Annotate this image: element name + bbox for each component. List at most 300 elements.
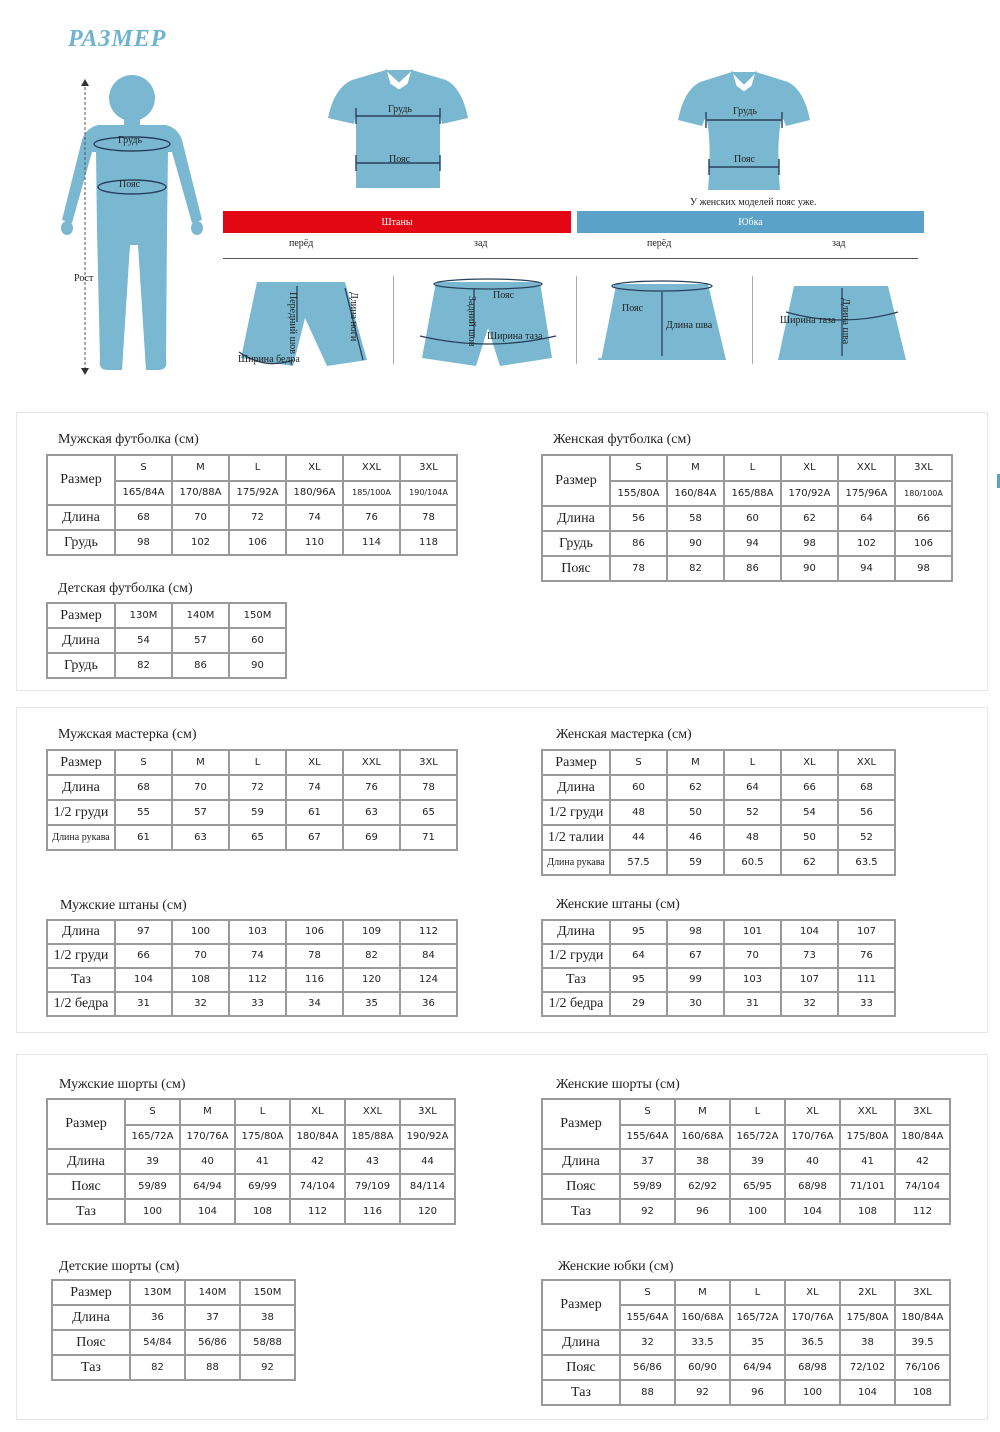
value-cell: 72 [229,505,286,530]
value-cell: 86 [172,653,229,678]
size-cell: 150M [229,603,286,628]
value-cell: 58 [667,506,724,531]
value-cell: 106 [229,530,286,555]
value-cell: 48 [610,800,667,825]
value-cell: 67 [286,825,343,850]
value-cell: 30 [667,992,724,1016]
value-cell: 33 [838,992,895,1016]
value-cell: 36 [130,1305,185,1330]
size-cell: S [620,1099,675,1125]
value-cell: 64 [610,944,667,968]
size-cell: XXL [838,750,895,775]
row-label: Таз [47,1199,125,1224]
value-cell: 33 [229,992,286,1016]
row-label: 1/2 груди [47,944,115,968]
value-cell: 68 [115,505,172,530]
size-cell: 3XL [400,750,457,775]
women-waist-note: У женских моделей пояс уже. [690,197,817,208]
value-cell: 39.5 [895,1330,950,1355]
row-label: Длина [47,775,115,800]
size-cell: 3XL [895,455,952,481]
code-cell: 170/76A [180,1125,235,1149]
value-cell: 92 [240,1355,295,1380]
size-cell: XXL [840,1099,895,1125]
womens-pants-table [541,919,896,1017]
value-cell: 104 [785,1199,840,1224]
womens-pants-title: Женские штаны (см) [556,897,680,912]
value-cell: 41 [840,1149,895,1174]
value-cell: 98 [895,556,952,581]
size-cell: XXL [838,455,895,481]
size-header: Размер [47,750,115,775]
value-cell: 65 [400,800,457,825]
value-cell: 82 [667,556,724,581]
value-cell: 68/98 [785,1355,840,1380]
value-cell: 33.5 [675,1330,730,1355]
size-cell: L [730,1280,785,1305]
value-cell: 70 [172,775,229,800]
value-cell: 43 [345,1149,400,1174]
code-cell: 155/64A [620,1305,675,1330]
value-cell: 96 [675,1199,730,1224]
pants-back-figure [418,278,558,370]
figures-divider [223,258,918,259]
kids-shorts-table [51,1279,296,1381]
value-cell: 73 [781,944,838,968]
value-cell: 63.5 [838,850,895,875]
value-cell: 104 [180,1199,235,1224]
code-cell: 190/92A [400,1125,455,1149]
code-cell: 170/92A [781,481,838,506]
size-cell: M [675,1280,730,1305]
size-cell: 3XL [895,1099,950,1125]
row-label: 1/2 груди [47,800,115,825]
value-cell: 60 [229,628,286,653]
size-header: Размер [542,750,610,775]
mens-shirt-waist-label: Пояс [389,154,411,165]
body-waist-label: Пояс [119,179,141,190]
value-cell: 108 [172,968,229,992]
value-cell: 62 [667,775,724,800]
value-cell: 50 [781,825,838,850]
value-cell: 56/86 [185,1330,240,1355]
value-cell: 68/98 [785,1174,840,1199]
value-cell: 95 [610,968,667,992]
size-cell: XL [785,1280,840,1305]
value-cell: 42 [895,1149,950,1174]
value-cell: 106 [286,920,343,944]
value-cell: 52 [838,825,895,850]
size-cell: L [724,455,781,481]
size-header: Размер [47,455,115,505]
row-label: 1/2 бедра [542,992,610,1016]
value-cell: 41 [235,1149,290,1174]
pants-bar: Штаны [223,211,571,233]
code-cell: 160/68A [675,1125,730,1149]
row-label: Грудь [47,653,115,678]
value-cell: 74 [229,944,286,968]
value-cell: 95 [610,920,667,944]
value-cell: 112 [895,1199,950,1224]
value-cell: 40 [785,1149,840,1174]
code-cell: 175/92A [229,481,286,505]
value-cell: 78 [400,505,457,530]
front-seam-label: Передний шов [287,292,298,355]
body-chest-label: Грудь [118,135,143,146]
value-cell: 67 [667,944,724,968]
value-cell: 74 [286,775,343,800]
value-cell: 36 [400,992,457,1016]
mens-pants-title: Мужские штаны (см) [60,898,187,913]
value-cell: 120 [400,1199,455,1224]
value-cell: 35 [343,992,400,1016]
row-label: Длина [47,628,115,653]
value-cell: 37 [620,1149,675,1174]
code-cell: 175/80A [235,1125,290,1149]
row-label: Длина рукава [542,850,610,875]
value-cell: 55 [115,800,172,825]
pants-waist-label: Пояс [493,290,515,301]
code-cell: 165/72A [730,1125,785,1149]
value-cell: 64 [724,775,781,800]
value-cell: 88 [620,1380,675,1405]
size-cell: 130M [130,1280,185,1305]
code-cell: 175/80A [840,1125,895,1149]
value-cell: 64/94 [730,1355,785,1380]
size-header: Размер [542,1280,620,1330]
value-cell: 99 [667,968,724,992]
size-cell: XXL [343,455,400,481]
size-cell: M [667,750,724,775]
value-cell: 50 [667,800,724,825]
value-cell: 76 [343,775,400,800]
kids-shorts-title: Детские шорты (см) [59,1259,180,1274]
value-cell: 106 [895,531,952,556]
size-cell: S [620,1280,675,1305]
value-cell: 54 [781,800,838,825]
pants-back-view-label: зад [474,238,488,249]
value-cell: 29 [610,992,667,1016]
size-cell: XL [781,750,838,775]
row-label: 1/2 груди [542,944,610,968]
code-cell: 180/84A [895,1125,950,1149]
value-cell: 38 [240,1305,295,1330]
kids-tshirt-title: Детская футболка (см) [58,581,193,596]
row-label: Длина [47,505,115,530]
value-cell: 104 [840,1380,895,1405]
code-cell: 155/64A [620,1125,675,1149]
value-cell: 110 [286,530,343,555]
value-cell: 70 [172,505,229,530]
value-cell: 97 [115,920,172,944]
value-cell: 63 [172,825,229,850]
mens-shorts-table [46,1098,456,1225]
value-cell: 65 [229,825,286,850]
pants-front-view-label: перёд [289,238,314,249]
value-cell: 38 [675,1149,730,1174]
skirt-bar: Юбка [577,211,924,233]
figure-separator [576,276,577,364]
code-cell: 180/84A [895,1305,950,1330]
size-cell: S [610,750,667,775]
value-cell: 98 [115,530,172,555]
size-cell: S [125,1099,180,1125]
value-cell: 44 [610,825,667,850]
value-cell: 35 [730,1330,785,1355]
value-cell: 38 [840,1330,895,1355]
value-cell: 70 [724,944,781,968]
value-cell: 94 [838,556,895,581]
value-cell: 102 [838,531,895,556]
value-cell: 59/89 [125,1174,180,1199]
size-header: Размер [52,1280,130,1305]
size-cell: XL [286,455,343,481]
value-cell: 103 [724,968,781,992]
skirt-waist-label: Пояс [622,303,644,314]
value-cell: 112 [229,968,286,992]
value-cell: 108 [840,1199,895,1224]
value-cell: 78 [400,775,457,800]
row-label: Длина [47,920,115,944]
mens-jacket-title: Мужская мастерка (см) [58,727,197,742]
value-cell: 98 [781,531,838,556]
value-cell: 118 [400,530,457,555]
row-label: Таз [542,968,610,992]
size-cell: S [115,750,172,775]
thigh-width-label: Ширина бедра [238,354,300,365]
size-cell: 3XL [400,455,457,481]
value-cell: 112 [290,1199,345,1224]
value-cell: 69 [343,825,400,850]
value-cell: 76 [838,944,895,968]
size-cell: L [229,750,286,775]
body-figure [50,70,215,380]
value-cell: 46 [667,825,724,850]
value-cell: 57 [172,800,229,825]
value-cell: 42 [290,1149,345,1174]
value-cell: 59/89 [620,1174,675,1199]
code-cell: 185/100A [343,481,400,505]
code-cell: 180/100A [895,481,952,506]
row-label: Пояс [542,1174,620,1199]
womens-shorts-title: Женские шорты (см) [556,1077,680,1092]
skirt-back-seam-label: Длина шва [840,298,851,345]
size-cell: XL [781,455,838,481]
size-cell: M [180,1099,235,1125]
code-cell: 155/80A [610,481,667,506]
womens-shirt-figure [676,70,812,192]
code-cell: 160/68A [675,1305,730,1330]
value-cell: 39 [730,1149,785,1174]
womens-tshirt-table [541,454,953,582]
value-cell: 66 [895,506,952,531]
value-cell: 86 [610,531,667,556]
value-cell: 74 [286,505,343,530]
value-cell: 88 [185,1355,240,1380]
mens-shirt-chest-label: Грудь [388,104,413,115]
value-cell: 63 [343,800,400,825]
value-cell: 101 [724,920,781,944]
body-height-label: Рост [74,273,94,284]
value-cell: 31 [724,992,781,1016]
leg-length-label: Длина ноги [348,292,359,342]
value-cell: 69/99 [235,1174,290,1199]
size-cell: 140M [172,603,229,628]
value-cell: 56 [838,800,895,825]
kids-tshirt-table [46,602,287,679]
row-label: Пояс [52,1330,130,1355]
value-cell: 31 [115,992,172,1016]
skirt-seam-length-label: Длина шва [666,320,713,331]
code-cell: 165/72A [730,1305,785,1330]
code-cell: 170/88A [172,481,229,505]
size-header: Размер [542,1099,620,1149]
value-cell: 104 [115,968,172,992]
row-label: Пояс [47,1174,125,1199]
value-cell: 60/90 [675,1355,730,1380]
value-cell: 78 [286,944,343,968]
value-cell: 32 [620,1330,675,1355]
size-cell: XL [286,750,343,775]
value-cell: 54 [115,628,172,653]
row-label: Длина [542,1330,620,1355]
value-cell: 60 [724,506,781,531]
womens-shirt-chest-label: Грудь [733,106,758,117]
value-cell: 62 [781,506,838,531]
value-cell: 39 [125,1149,180,1174]
value-cell: 60.5 [724,850,781,875]
row-label: Таз [542,1380,620,1405]
value-cell: 58/88 [240,1330,295,1355]
value-cell: 102 [172,530,229,555]
value-cell: 71 [400,825,457,850]
size-cell: M [675,1099,730,1125]
value-cell: 82 [115,653,172,678]
womens-shirt-waist-label: Пояс [734,154,756,165]
code-cell: 165/84A [115,481,172,505]
code-cell: 165/72A [125,1125,180,1149]
value-cell: 68 [838,775,895,800]
womens-skirts-table [541,1279,951,1406]
code-cell: 160/84A [667,481,724,506]
value-cell: 44 [400,1149,455,1174]
value-cell: 82 [343,944,400,968]
row-label: Длина [542,1149,620,1174]
value-cell: 76 [343,505,400,530]
value-cell: 61 [115,825,172,850]
womens-jacket-table [541,749,896,876]
size-header: Размер [47,1099,125,1149]
hip-width-label: Ширина таза [487,331,543,342]
value-cell: 90 [229,653,286,678]
size-cell: 3XL [895,1280,950,1305]
value-cell: 71/101 [840,1174,895,1199]
value-cell: 56 [610,506,667,531]
size-cell: 140M [185,1280,240,1305]
value-cell: 100 [785,1380,840,1405]
value-cell: 32 [172,992,229,1016]
value-cell: 66 [781,775,838,800]
value-cell: 86 [724,556,781,581]
value-cell: 108 [235,1199,290,1224]
value-cell: 98 [667,920,724,944]
row-label: Длина рукава [47,825,115,850]
row-label: Таз [542,1199,620,1224]
code-cell: 180/84A [290,1125,345,1149]
size-cell: 3XL [400,1099,455,1125]
value-cell: 56/86 [620,1355,675,1380]
row-label: Длина [542,920,610,944]
row-label: Таз [47,968,115,992]
value-cell: 94 [724,531,781,556]
value-cell: 92 [675,1380,730,1405]
womens-tshirt-title: Женская футболка (см) [553,432,691,447]
code-cell: 175/96A [838,481,895,506]
mens-shirt-figure [328,66,470,190]
value-cell: 72 [229,775,286,800]
value-cell: 100 [172,920,229,944]
value-cell: 61 [286,800,343,825]
size-cell: M [667,455,724,481]
size-cell: L [730,1099,785,1125]
size-cell: L [235,1099,290,1125]
value-cell: 57.5 [610,850,667,875]
size-cell: L [724,750,781,775]
row-label: Пояс [542,1355,620,1380]
code-cell: 170/76A [785,1125,840,1149]
value-cell: 84/114 [400,1174,455,1199]
value-cell: 59 [667,850,724,875]
value-cell: 57 [172,628,229,653]
row-label: Таз [52,1355,130,1380]
womens-skirts-title: Женские юбки (см) [558,1259,674,1274]
value-cell: 66 [115,944,172,968]
value-cell: 65/95 [730,1174,785,1199]
value-cell: 108 [895,1380,950,1405]
value-cell: 124 [400,968,457,992]
row-label: 1/2 бедра [47,992,115,1016]
page-title: РАЗМЕР [68,26,167,52]
size-header: Размер [542,455,610,506]
value-cell: 60 [610,775,667,800]
value-cell: 54/84 [130,1330,185,1355]
value-cell: 116 [286,968,343,992]
row-label: Длина [47,1149,125,1174]
row-label: Пояс [542,556,610,581]
row-label: Грудь [542,531,610,556]
figure-separator [393,276,394,364]
value-cell: 64/94 [180,1174,235,1199]
value-cell: 76/106 [895,1355,950,1380]
code-cell: 190/104A [400,481,457,505]
value-cell: 52 [724,800,781,825]
row-label: Длина [542,775,610,800]
value-cell: 34 [286,992,343,1016]
value-cell: 107 [838,920,895,944]
value-cell: 70 [172,944,229,968]
mens-pants-table [46,919,458,1017]
size-cell: S [610,455,667,481]
code-cell: 165/88A [724,481,781,506]
size-cell: S [115,455,172,481]
skirt-hip-width-label: Ширина таза [780,315,836,326]
size-cell: XL [785,1099,840,1125]
back-seam-label: Задний шов [466,296,477,347]
womens-jacket-title: Женская мастерка (см) [556,727,692,742]
code-cell: 175/80A [840,1305,895,1330]
value-cell: 82 [130,1355,185,1380]
value-cell: 64 [838,506,895,531]
